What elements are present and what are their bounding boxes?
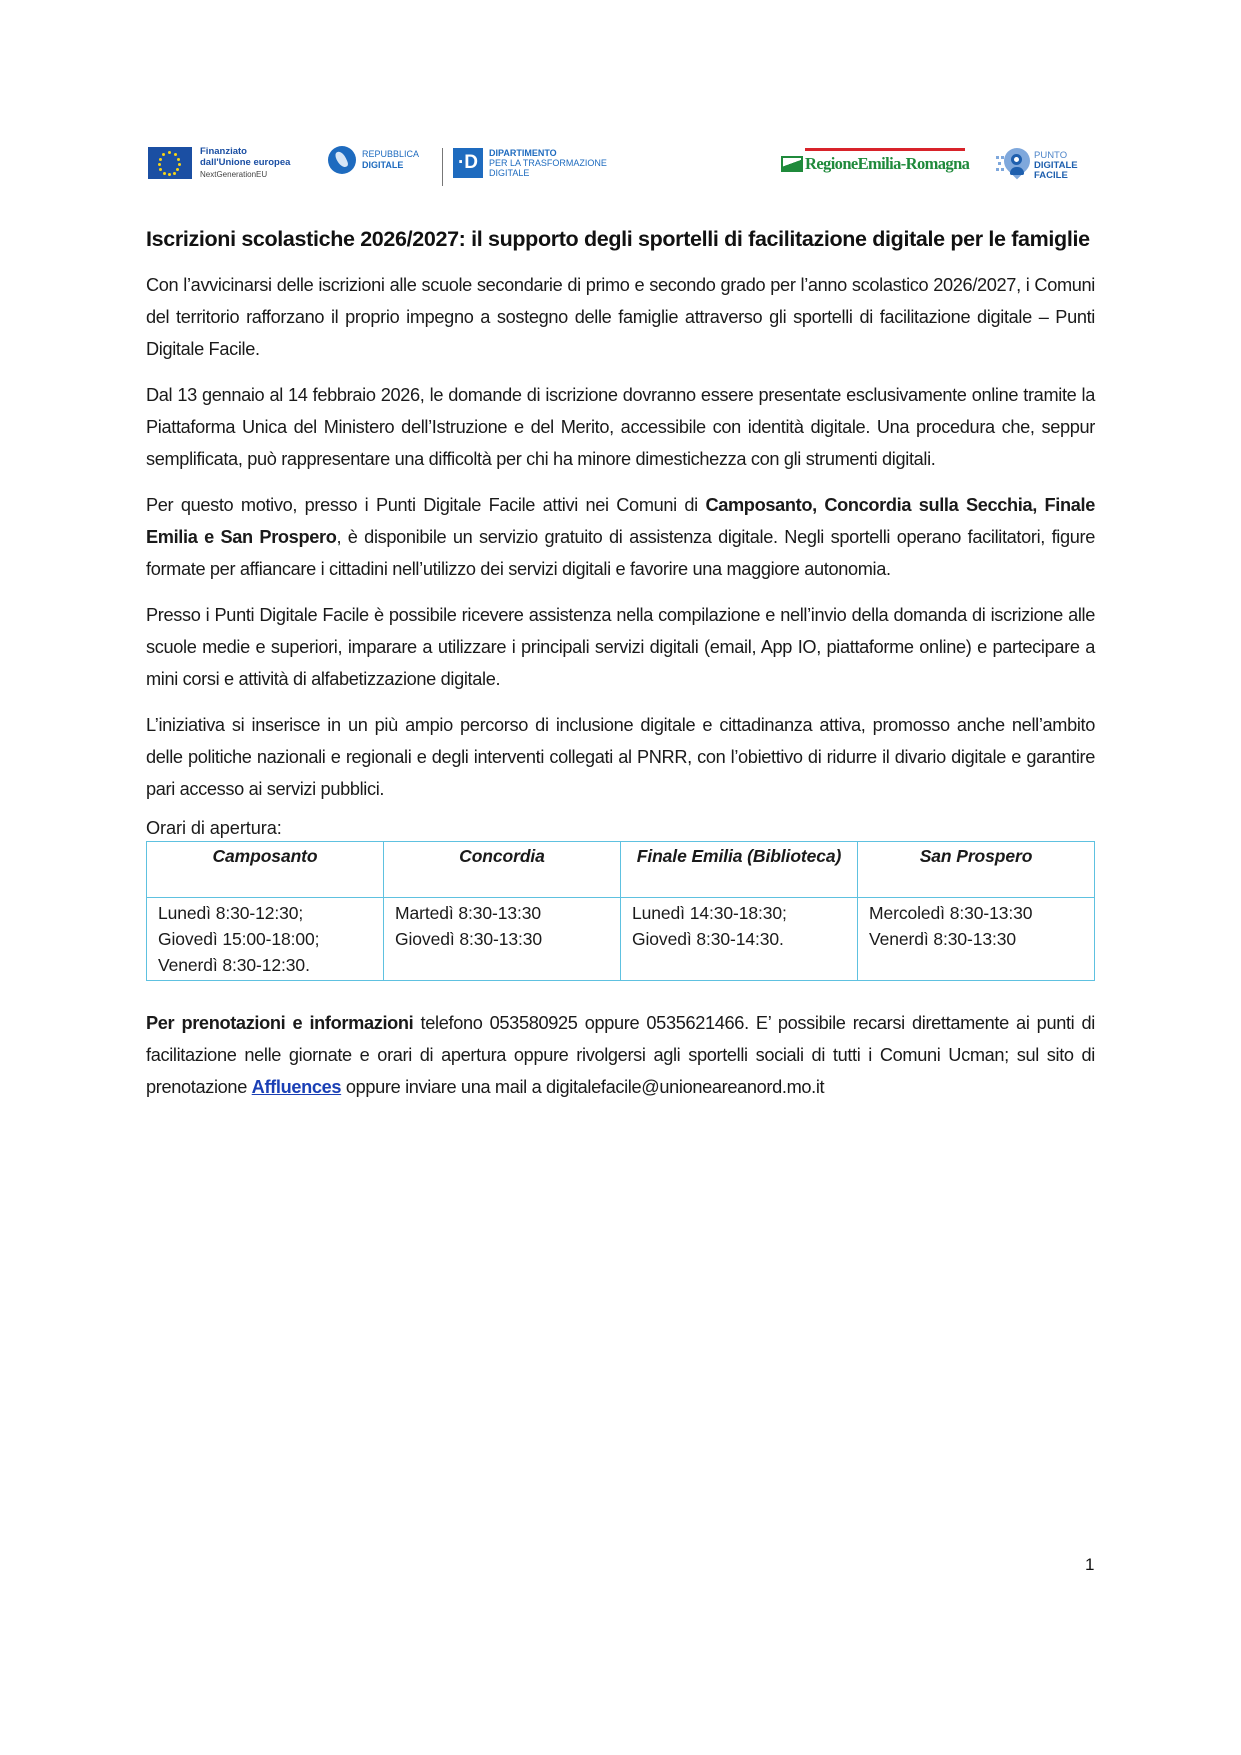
hours-line: Venerdì 8:30-12:30. — [158, 955, 310, 975]
punto-logo-line1: PUNTO — [1034, 150, 1068, 161]
column-header-concordia: Concordia — [384, 842, 621, 898]
dipartimento-logo-line2: PER LA TRASFORMAZIONE — [489, 158, 607, 168]
eu-logo-line2: dall'Unione europea — [200, 157, 291, 168]
paragraph-intro: Con l’avvicinarsi delle iscrizioni alle scuole secondarie di primo e secondo grado per l’anno scolastico 2026/2027, i Comuni del territorio rafforzano il proprio impegno a sostegno delle famiglie attraverso gli sportelli di facilitazione digitale – Punti Digitale Facile. — [146, 275, 1095, 359]
regione-emilia-romagna-logo — [781, 148, 969, 174]
header-logos — [148, 146, 1098, 188]
page-number: 1 — [1085, 1555, 1095, 1574]
column-header-san-prospero: San Prospero — [858, 842, 1095, 898]
hours-line: Lunedì 14:30-18:30; — [632, 903, 787, 923]
opening-hours-label: Orari di apertura: — [146, 818, 282, 838]
hours-line: Giovedì 8:30-14:30. — [632, 929, 784, 949]
eu-funding-logo — [148, 146, 290, 180]
contact-lead: Per prenotazioni e informazioni — [146, 1013, 414, 1033]
dipartimento-logo-line1: DIPARTIMENTO — [489, 148, 557, 158]
paragraph-locations-rest: , è disponibile un servizio gratuito di assistenza digitale. Negli sportelli operano facilitatori, figure formate per affiancare i cittadini nell’utilizzo dei servizi digitali e favorire una maggiore autonomia. — [146, 527, 1096, 579]
affluences-link[interactable]: Affluences — [251, 1077, 342, 1097]
dipartimento-d-icon: ·D — [453, 148, 483, 178]
dipartimento-logo-line3: DIGITALE — [489, 168, 530, 178]
location-pin-person-icon — [996, 146, 1030, 186]
hours-line: Venerdì 8:30-13:30 — [869, 929, 1017, 949]
punto-logo-line2: DIGITALE — [1034, 160, 1078, 171]
paragraph-contact — [146, 1007, 1095, 1103]
emilia-romagna-flag-icon — [781, 156, 803, 172]
paragraph-locations — [146, 489, 1095, 585]
dipartimento-logo — [453, 148, 607, 178]
eu-flag-icon — [148, 147, 192, 179]
hours-line: Lunedì 8:30-12:30; — [158, 903, 304, 923]
regione-red-line — [805, 148, 965, 151]
contact-text: telefono 053580925 oppure 0535621466. E’ possibile recarsi direttamente ai punti di facilitazione nelle giornate e orari di apertura oppure rivolgersi agli sportelli sociali di tutti i Comuni Ucman; sul sito di prenotazione — [146, 1013, 1095, 1097]
eu-logo-line1: Finanziato — [200, 146, 247, 157]
hours-line: Martedì 8:30-13:30 — [395, 903, 542, 923]
paragraph-locations-lead: Per questo motivo, presso i Punti Digitale Facile attivi nei Comuni di — [146, 495, 706, 515]
hours-line: Mercoledì 8:30-13:30 — [869, 903, 1033, 923]
regione-logo-name: RegioneEmilia-Romagna — [805, 154, 970, 173]
paragraph-services: Presso i Punti Digitale Facile è possibile ricevere assistenza nella compilazione e nell’invio della domanda di iscrizione alle scuole medie e superiori, imparare a utilizzare i principali servizi digitali (email, App IO, piattaforme online) e partecipare a mini corsi e attività di alfabetizzazione digitale. — [146, 605, 1095, 689]
hours-cell-camposanto — [147, 898, 384, 981]
column-header-camposanto: Camposanto — [147, 842, 384, 898]
contact-email-text: oppure inviare una mail a digitalefacile@unioneareanord.mo.it — [341, 1077, 825, 1097]
hours-cell-finale-emilia — [621, 898, 858, 981]
italy-circle-icon — [328, 146, 356, 174]
punto-logo-line3: FACILE — [1034, 170, 1068, 181]
table-header-row — [147, 842, 1095, 898]
punto-digitale-facile-logo — [996, 146, 1078, 186]
paragraph-initiative: L’iniziativa si inserisce in un più ampio percorso di inclusione digitale e cittadinanza attiva, promosso anche nell’ambito delle politiche nazionali e regionali e degli interventi collegati al PNRR, con l’obiettivo di ridurre il divario digitale e garantire pari accesso ai servizi pubblici. — [146, 715, 1095, 799]
hours-cell-concordia — [384, 898, 621, 981]
paragraph-dates: Dal 13 gennaio al 14 febbraio 2026, le domande di iscrizione dovranno essere presentate esclusivamente online tramite la Piattaforma Unica del Ministero dell’Istruzione e del Merito, accessibile con identità digitale. Una procedura che, seppur semplificata, può rappresentare una difficoltà per chi ha minore dimestichezza con gli strumenti digitali. — [146, 385, 1095, 469]
hours-cell-san-prospero — [858, 898, 1095, 981]
document-title: Iscrizioni scolastiche 2026/2027: il supporto degli sportelli di facilitazione digitale per le famiglie — [146, 227, 1090, 251]
eu-logo-line3: NextGenerationEU — [200, 170, 268, 179]
document-body — [146, 222, 1095, 1117]
hours-line: Giovedì 15:00-18:00; — [158, 929, 320, 949]
repubblica-logo-line1: REPUBBLICA — [362, 149, 420, 159]
repubblica-logo-line2: DIGITALE — [362, 160, 404, 170]
table-row — [147, 898, 1095, 981]
hours-line: Giovedì 8:30-13:30 — [395, 929, 543, 949]
municipalities-list: Camposanto, Concordia sulla Secchia, Finale Emilia e San Prospero — [146, 495, 1095, 547]
repubblica-digitale-logo — [328, 146, 419, 174]
opening-hours-table — [146, 841, 1095, 981]
logo-divider — [442, 148, 443, 186]
column-header-finale-emilia: Finale Emilia (Biblioteca) — [621, 842, 858, 898]
